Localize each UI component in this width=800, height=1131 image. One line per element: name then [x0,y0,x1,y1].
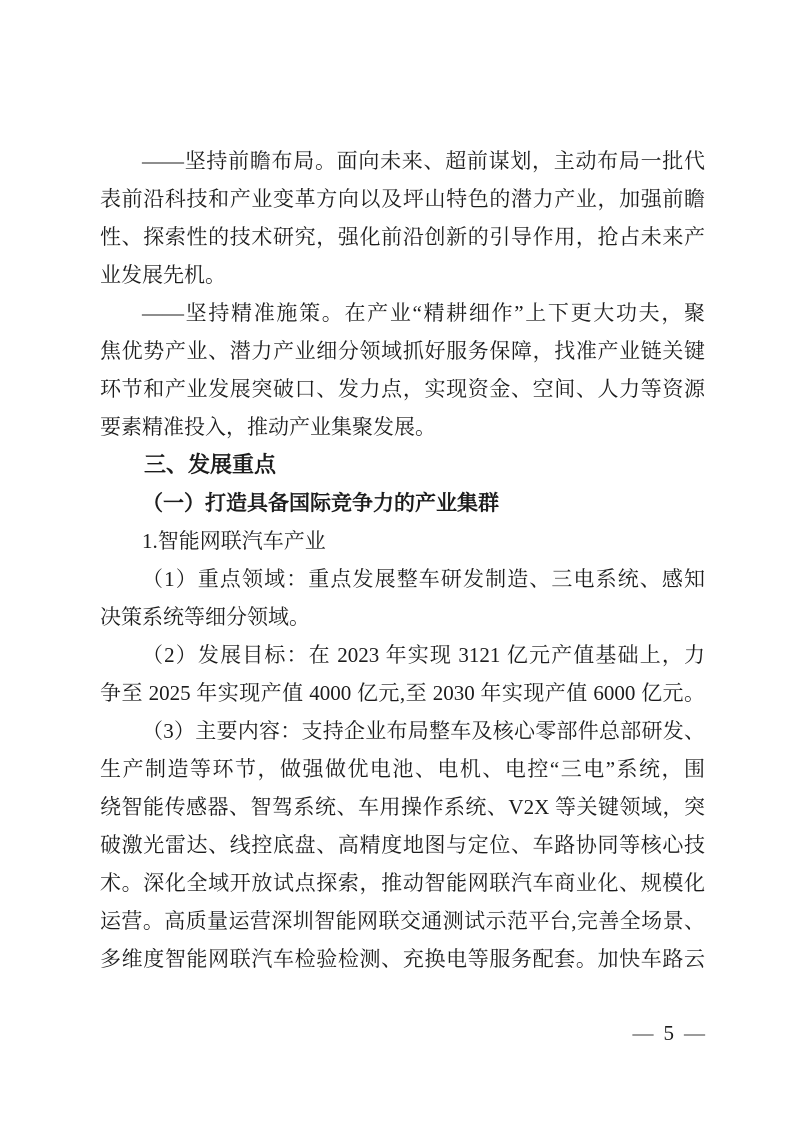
industry-1-heading [100,522,705,560]
page-number-dash-right: — [684,1021,705,1045]
industry-1-key-areas [100,560,705,636]
document-body [100,142,705,978]
text-line: 多维度智能网联汽车检验检测、充换电等服务配套。加快车路云 [100,947,705,971]
text-line: 三、发展重点 [144,452,277,477]
page-number [633,1019,706,1047]
text-line: 决策系统等细分领域。 [100,605,310,629]
text-line: 表前沿科技和产业变革方向以及坪山特色的潜力产业，加强前瞻 [100,187,705,211]
text-line: 术。深化全域开放试点探索，推动智能网联汽车商业化、规模化 [100,871,705,895]
text-line: 环节和产业发展突破口、发力点，实现资金、空间、人力等资源 [100,377,705,401]
text-line: （2）发展目标：在 2023 年实现 3121 亿元产值基础上，力 [142,643,705,667]
text-line: 争至 2025 年实现产值 4000 亿元,至 2030 年实现产值 6000 亿元。 [100,681,705,705]
subsection-1-heading [100,484,705,522]
industry-1-main-content [100,712,705,978]
text-line: （一）打造具备国际竞争力的产业集群 [142,491,499,515]
text-line: 要素精准投入，推动产业集聚发展。 [100,415,436,439]
text-line: 生产制造等环节，做强做优电池、电机、电控“三电”系统，围 [100,757,705,781]
section-3-heading [100,446,705,484]
guideline-forward-looking [100,142,705,294]
text-line: 运营。高质量运营深圳智能网联交通测试示范平台,完善全场景、 [100,909,705,933]
text-line: （1）重点领域：重点发展整车研发制造、三电系统、感知 [142,567,705,591]
page-number-dash-left: — [632,1021,654,1045]
text-line: 性、探索性的技术研究，强化前沿创新的引导作用，抢占未来产 [100,225,705,249]
text-line: 焦优势产业、潜力产业细分领域抓好服务保障，找准产业链关键 [100,339,705,363]
page-number-value: 5 [663,1021,674,1045]
industry-1-development-goals [100,636,705,712]
text-line: 破激光雷达、线控底盘、高精度地图与定位、车路协同等核心技 [100,833,705,857]
text-line: （3）主要内容：支持企业布局整车及核心零部件总部研发、 [142,719,705,743]
text-line: 1.智能网联汽车产业 [142,529,326,553]
text-line: 业发展先机。 [100,263,226,287]
guideline-precise-policy [100,294,705,446]
text-line: 绕智能传感器、智驾系统、车用操作系统、V2X 等关键领域，突 [100,795,705,819]
text-line: ——坚持前瞻布局。面向未来、超前谋划，主动布局一批代 [142,149,705,173]
text-line: ——坚持精准施策。在产业“精耕细作”上下更大功夫，聚 [142,301,705,325]
